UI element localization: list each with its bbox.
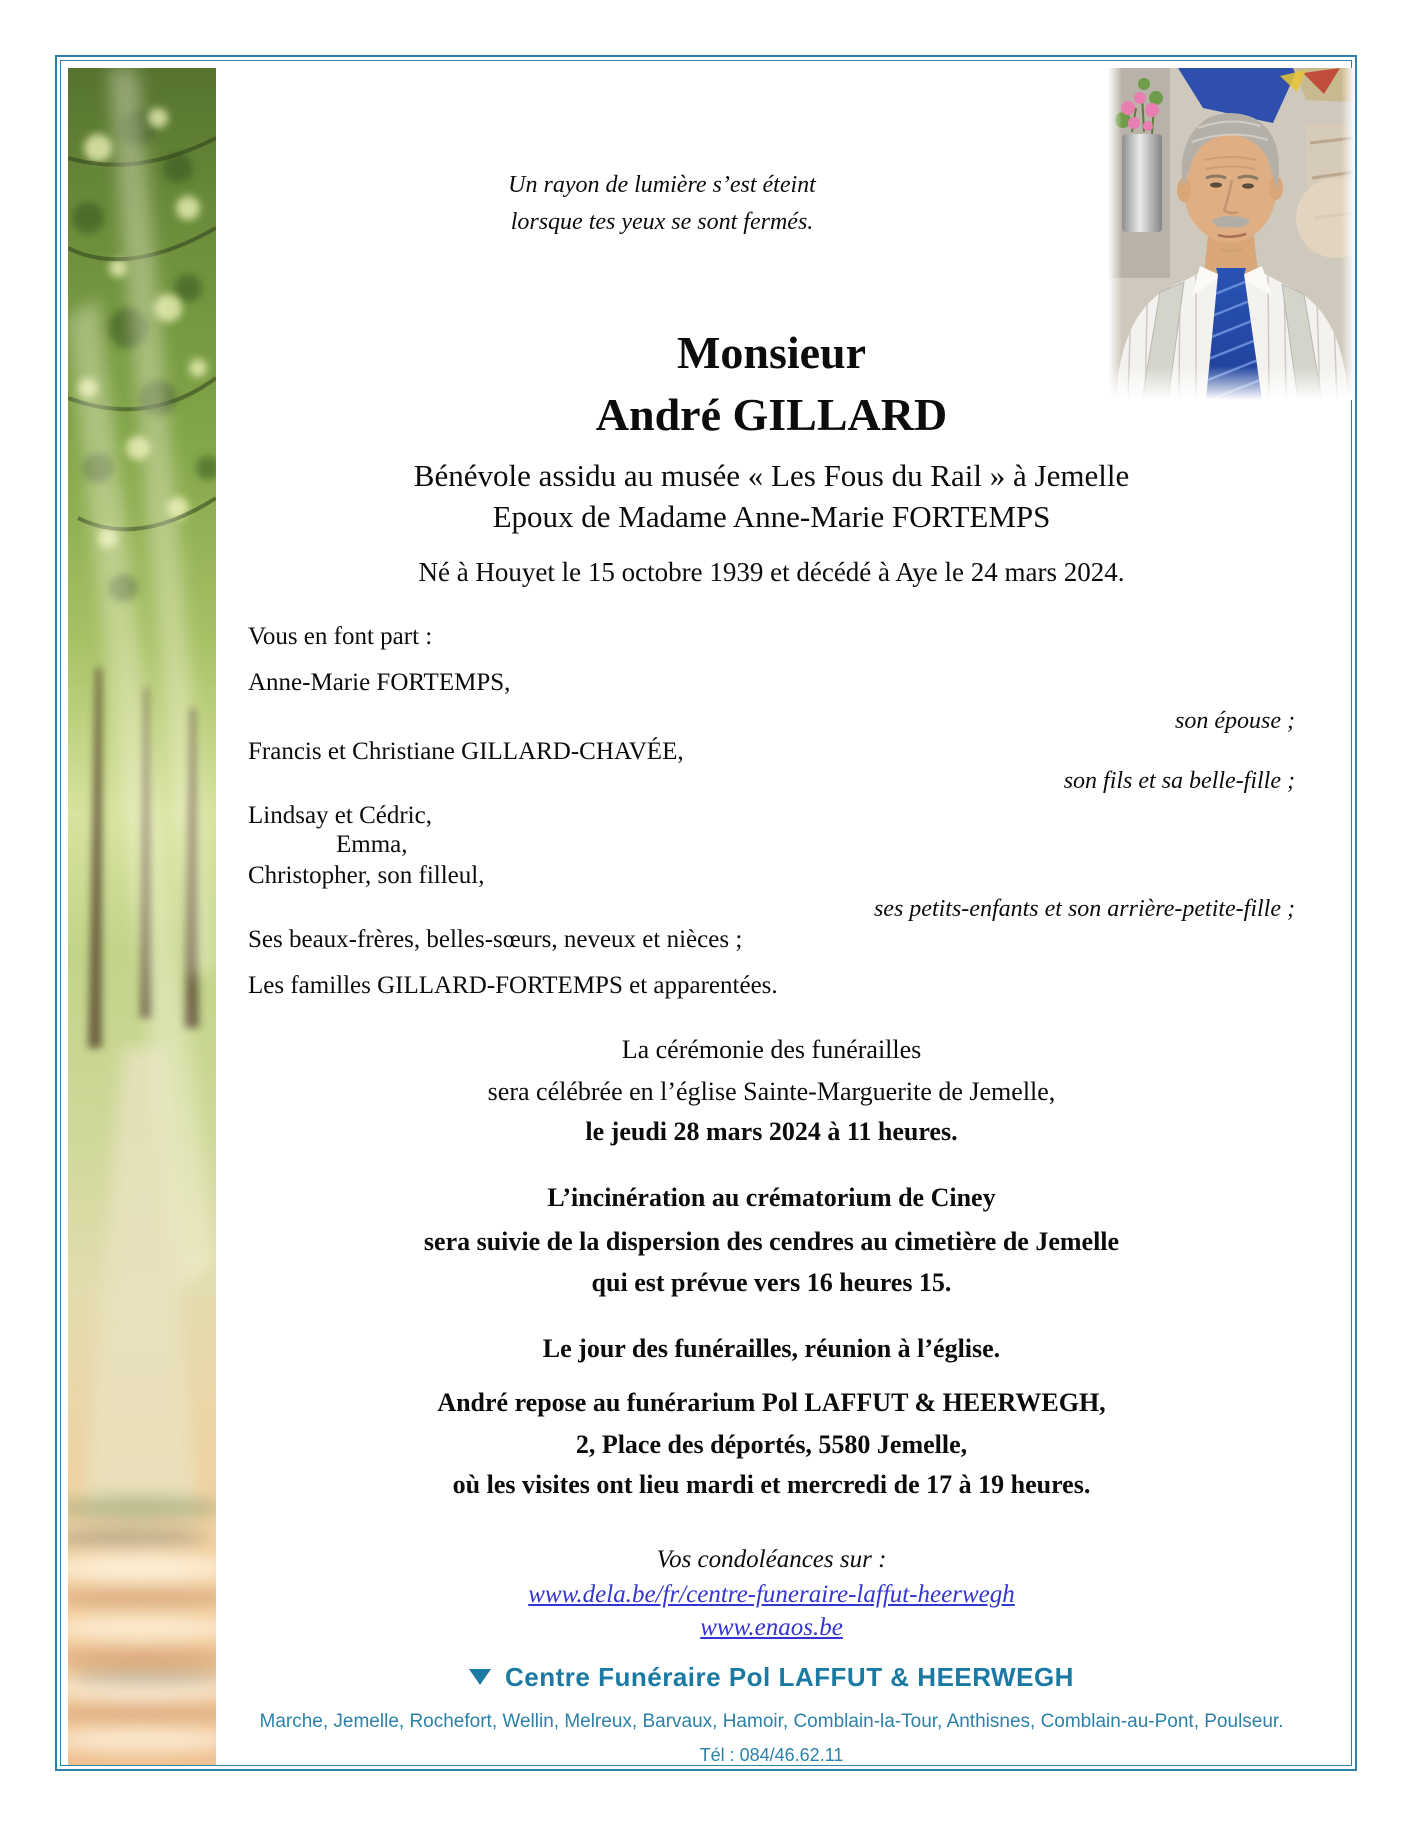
condolences-link-2-row bbox=[248, 1612, 1295, 1643]
family-grandchild-3: Christopher, son filleul, bbox=[248, 862, 485, 889]
family-wife: Anne-Marie FORTEMPS, bbox=[248, 669, 511, 696]
condolences-label: Vos condoléances sur : bbox=[656, 1546, 887, 1573]
ceremony-line-2: sera célébrée en l’église Sainte-Marguerite de Jemelle, bbox=[487, 1077, 1056, 1106]
condolences-link-1-row bbox=[248, 1579, 1295, 1610]
family-families: Les familles GILLARD-FORTEMPS et apparentées. bbox=[248, 972, 778, 999]
family-grandchildren-relation: ses petits-enfants et son arrière-petite-fille ; bbox=[873, 896, 1295, 922]
cremation-line-3: qui est prévue vers 16 heures 15. bbox=[591, 1268, 952, 1297]
triangle-down-icon bbox=[469, 1669, 491, 1685]
cremation-line-2: sera suivie de la dispersion des cendres au cimetière de Jemelle bbox=[423, 1227, 1120, 1256]
deceased-dates: Né à Houyet le 15 octobre 1939 et décédé à Aye le 24 mars 2024. bbox=[418, 557, 1125, 587]
forest-path-image bbox=[68, 68, 216, 1765]
deceased-title: Monsieur bbox=[676, 327, 867, 378]
family-wife-relation: son épouse ; bbox=[1175, 708, 1295, 734]
family-son-relation: son fils et sa belle-fille ; bbox=[1063, 768, 1295, 794]
funeral-home-brand bbox=[248, 1661, 1295, 1694]
deceased-role: Bénévole assidu au musée « Les Fous du Rail » à Jemelle bbox=[413, 458, 1130, 493]
family-in-laws: Ses beaux-frères, belles-sœurs, neveux et nièces ; bbox=[248, 926, 743, 953]
repose-visits: où les visites ont lieu mardi et mercredi de 17 à 19 heures. bbox=[452, 1470, 1091, 1499]
family-intro: Vous en font part : bbox=[248, 623, 433, 650]
family-grandchild-1: Lindsay et Cédric, bbox=[248, 802, 432, 829]
quote-line-1: Un rayon de lumière s’est éteint bbox=[508, 172, 816, 198]
cremation-line-1: L’incinération au crématorium de Ciney bbox=[547, 1183, 996, 1212]
gathering-line: Le jour des funérailles, réunion à l’église. bbox=[542, 1334, 1001, 1363]
photo-fade-right bbox=[1341, 68, 1355, 400]
ceremony-date-time: le jeudi 28 mars 2024 à 11 heures. bbox=[585, 1117, 958, 1146]
funeral-home-brand-label: Centre Funéraire Pol LAFFUT & HEERWEGH bbox=[505, 1662, 1074, 1692]
condolences-link-enaos[interactable]: www.enaos.be bbox=[700, 1614, 843, 1641]
repose-line-1: André repose au funérarium Pol LAFFUT & HEERWEGH, bbox=[437, 1388, 1106, 1417]
family-son: Francis et Christiane GILLARD-CHAVÉE, bbox=[248, 738, 684, 765]
condolences-link-dela[interactable]: www.dela.be/fr/centre-funeraire-laffut-heerwegh bbox=[528, 1581, 1015, 1608]
deceased-name: André GILLARD bbox=[595, 389, 948, 440]
ceremony-line-1: La cérémonie des funérailles bbox=[621, 1035, 922, 1064]
repose-address: 2, Place des déportés, 5580 Jemelle, bbox=[575, 1430, 968, 1459]
quote-line-2: lorsque tes yeux se sont fermés. bbox=[510, 209, 814, 235]
funeral-home-locations: Marche, Jemelle, Rochefort, Wellin, Melreux, Barvaux, Hamoir, Comblain-la-Tour, Anthisnes, Comblain-au-Pont, Poulseur. bbox=[259, 1711, 1284, 1732]
funeral-home-phone: Tél : 084/46.62.11 bbox=[699, 1745, 844, 1765]
deceased-spouse-line: Epoux de Madame Anne-Marie FORTEMPS bbox=[492, 499, 1051, 534]
family-grandchild-2: Emma, bbox=[336, 831, 408, 858]
